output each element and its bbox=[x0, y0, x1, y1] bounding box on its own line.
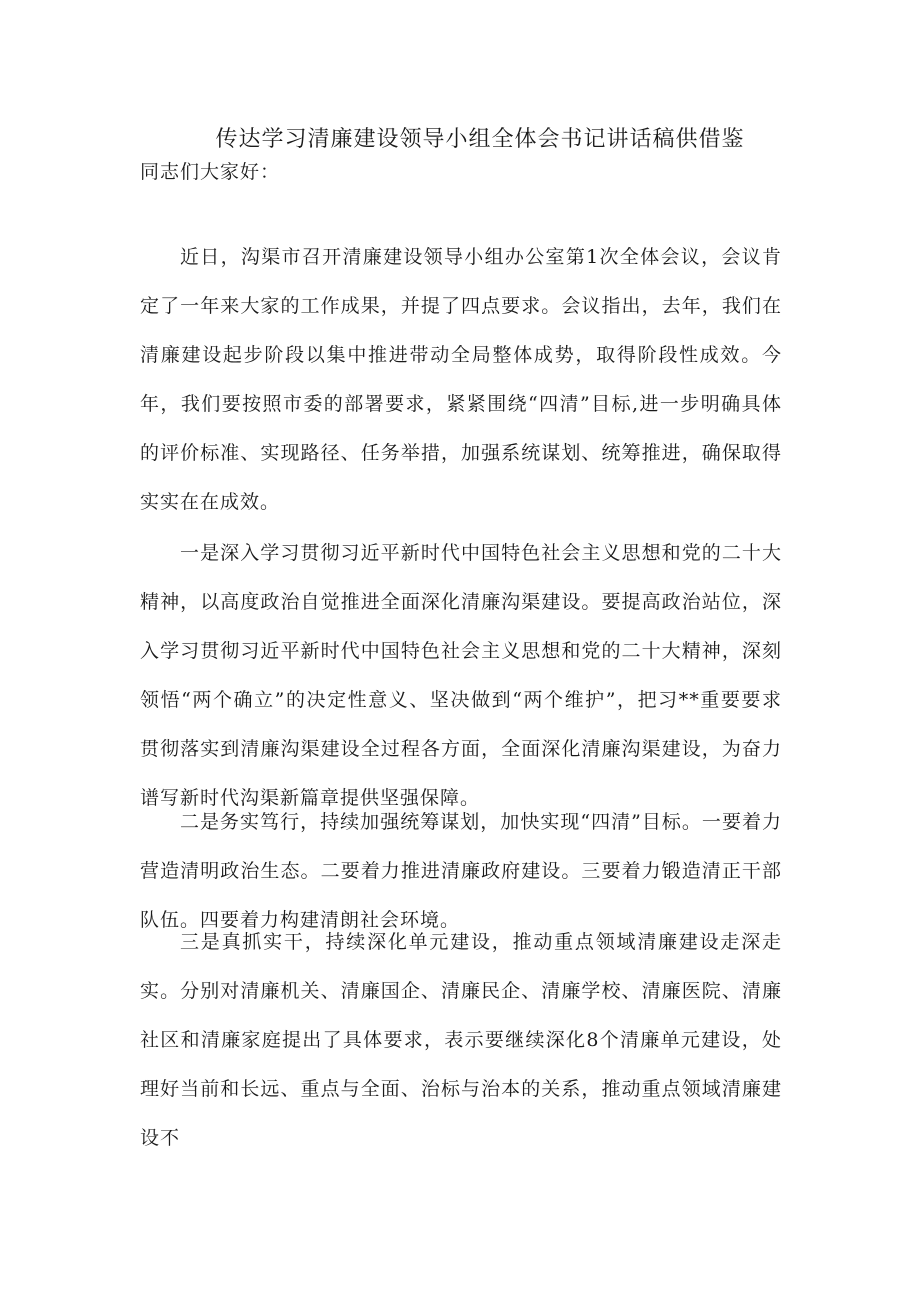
paragraph-point-two: 二是务实笃行，持续加强统筹谋划，加快实现“四清”目标。一要着力营造清明政治生态。二要着力推进清廉政府建设。三要着力锻造清正干部队伍。四要着力构建清朗社会环境。 bbox=[140, 811, 782, 931]
paragraph-point-three: 三是真抓实干，持续深化单元建设，推动重点领域清廉建设走深走实。分别对清廉机关、清廉国企、清廉民企、清廉学校、清廉医院、清廉社区和清廉家庭提出了具体要求，表示要继续深化8个清廉单元建设，处理好当前和长远、重点与全面、治标与治本的关系，推动重点领域清廉建设不 bbox=[140, 931, 782, 1149]
paragraph-point-one: 一是深入学习贯彻习近平新时代中国特色社会主义思想和党的二十大精神，以高度政治自觉推进全面深化清廉沟渠建设。要提高政治站位，深入学习贯彻习近平新时代中国特色社会主义思想和党的二十大精神，深刻领悟“两个确立”的决定性意义、坚决做到“两个维护”，把习**重要要求贯彻落实到清廉沟渠建设全过程各方面，全面深化清廉沟渠建设，为奋力谱写新时代沟渠新篇章提供坚强保障。 bbox=[140, 542, 782, 809]
document-title: 传达学习清廉建设领导小组全体会书记讲话稿供借鉴 bbox=[215, 127, 745, 152]
paragraph-intro: 近日，沟渠市召开清廉建设领导小组办公室第1次全体会议，会议肯定了一年来大家的工作成果，并提了四点要求。会议指出，去年，我们在清廉建设起步阶段以集中推进带动全局整体成势，取得阶段性成效。今年，我们要按照市委的部署要求，紧紧围绕“四清”目标,进一步明确具体的评价标准、实现路径、任务举措，加强系统谋划、统筹推进，确保取得实实在在成效。 bbox=[140, 246, 782, 513]
greeting: 同志们大家好： bbox=[140, 161, 281, 183]
